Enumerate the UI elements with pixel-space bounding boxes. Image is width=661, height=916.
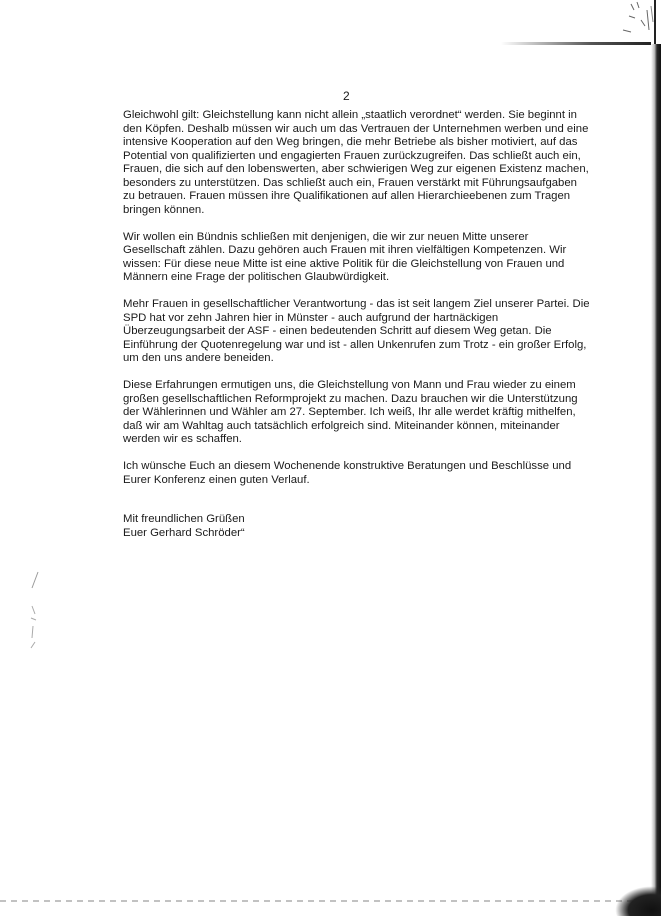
scan-corner-bottom — [615, 886, 661, 916]
letter-body — [123, 109, 590, 540]
paragraph — [123, 109, 589, 217]
text-line: Diese Erfahrungen ermutigen uns, die Gleichstellung von Mann und Frau wieder zu einem — [123, 379, 576, 391]
scan-mark-left-2 — [26, 604, 40, 650]
text-line: den Köpfen. Deshalb müssen wir auch um das Vertrauen der Unternehmen werben und eine — [123, 122, 589, 135]
paragraph — [123, 460, 578, 487]
text-line: der Wählerinnen und Wähler am 27. September. Ich weiß, Ihr alle werdet kräftig mithelfen, — [123, 406, 576, 418]
text-line: großen gesellschaftlichen Reformprojekt zu machen. Dazu brauchen wir die Unterstützung — [123, 392, 578, 405]
paragraph — [123, 379, 578, 447]
page-number: 2 — [343, 89, 350, 103]
text-line: Ich wünsche Euch an diesem Wochenende konstruktive Beratungen und Beschlüsse und — [123, 460, 572, 472]
text-line: SPD hat vor zehn Jahren hier in Münster - auch aufgrund der hartnäckigen — [123, 311, 499, 324]
text-line: werden wir es schaffen. — [123, 433, 242, 445]
text-line: Wir wollen ein Bündnis schließen mit denjenigen, die wir zur neuen Mitte unserer — [123, 230, 529, 243]
text-line: daß wir am Wahltag auch tatsächlich erfolgreich sind. Miteinander können, miteinander — [123, 419, 560, 432]
text-line: zu betrauen. Frauen müssen ihre Qualifikationen auf allen Hierarchieebenen zum Tragen — [123, 190, 571, 202]
text-line: Männern eine Frage der politischen Glaubwürdigkeit. — [123, 271, 390, 283]
text-line: bringen können. — [123, 203, 205, 216]
signature: Euer Gerhard Schröder“ — [123, 526, 245, 539]
scan-mark-left — [28, 570, 42, 590]
text-line: Frauen, die sich auf den lobenswerten, aber schwierigen Weg zur eigenen Existenz machen, — [123, 163, 589, 175]
text-line: Gesellschaft zählen. Dazu gehören auch Frauen mit ihren vielfältigen Kompetenzen. Wir — [123, 244, 567, 256]
closing-greeting: Mit freundlichen Grüßen — [123, 513, 245, 525]
paragraph — [123, 298, 590, 366]
scan-edge-right — [651, 44, 661, 916]
scan-corner-artifact — [601, 0, 661, 46]
paragraph — [123, 231, 578, 285]
text-line: intensive Kooperation auf den Weg bringen, die mehr Betriebe als bisher motiviert, auf das — [123, 136, 578, 148]
text-line: Potential von qualifizierten und engagierten Frauen zurückzugreifen. Das schließt auch ein, — [123, 149, 581, 162]
text-line: besonders zu unterstützen. Das schließt auch ein, Frauen verstärkt mit Führungsaufgaben — [123, 176, 577, 189]
text-line: Mehr Frauen in gesellschaftlicher Verantwortung - das ist seit langem Ziel unserer Partei. Die — [123, 298, 590, 310]
text-line: wissen: Für diese neue Mitte ist eine aktive Politik für die Gleichstellung von Frauen und — [123, 257, 565, 270]
scan-edge-top — [501, 42, 651, 45]
scan-edge-bottom — [0, 900, 661, 902]
closing-block — [123, 513, 578, 540]
text-line: Überzeugungsarbeit der ASF - einen bedeutenden Schritt auf diesem Weg getan. Die — [123, 325, 552, 337]
text-line: Gleichwohl gilt: Gleichstellung kann nicht allein „staatlich verordnet“ werden. Sie beginnt in — [123, 109, 577, 121]
text-line: Einführung der Quotenregelung war und ist - allen Unkenrufen zum Trotz - ein großer Erfolg, — [123, 338, 587, 351]
text-line: um den uns andere beneiden. — [123, 352, 274, 364]
text-line: Eurer Konferenz einen guten Verlauf. — [123, 473, 310, 486]
